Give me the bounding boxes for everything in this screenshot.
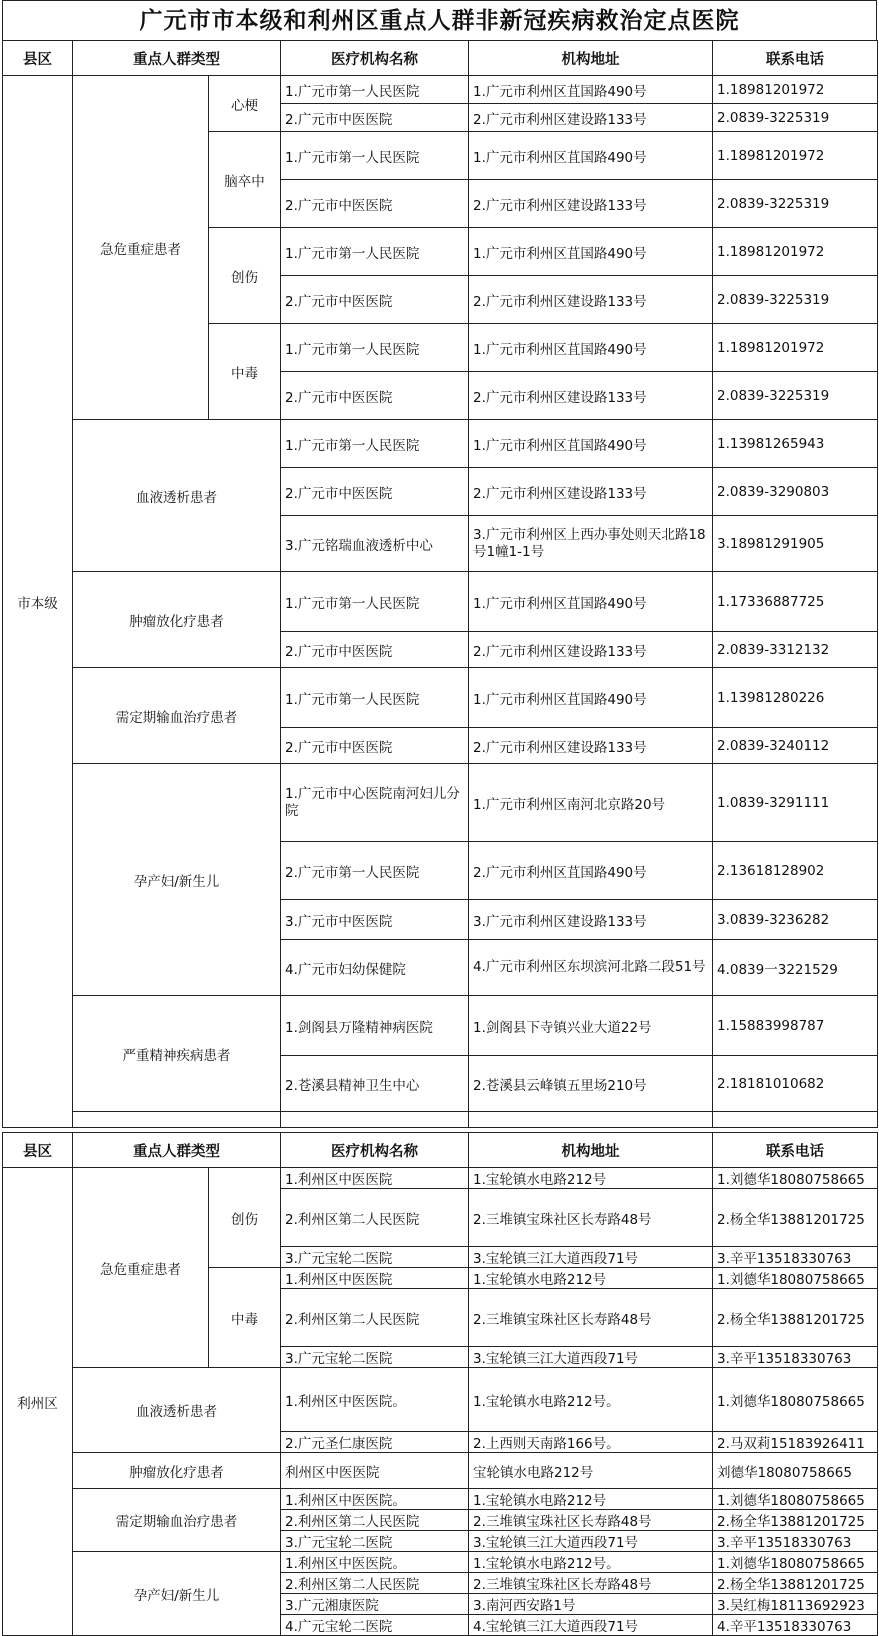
phone-cell: 3.18981291905: [713, 516, 878, 572]
org-cell: 2.利州区第二人民医院: [281, 1289, 469, 1347]
org-cell: 2.利州区第二人民医院: [281, 1189, 469, 1247]
org-cell: 利州区中医医院: [281, 1453, 469, 1489]
addr-cell: 1.广元市利州区苴国路490号: [469, 572, 713, 632]
addr-cell: 1.广元市利州区苴国路490号: [469, 324, 713, 372]
table-row: [3, 764, 878, 842]
phone-cell: 1.18981201972: [713, 132, 878, 180]
table-row: [3, 1489, 878, 1510]
phone-cell: 1.13981265943: [713, 420, 878, 468]
addr-cell: 4.广元市利州区东坝滨河北路二段51号: [469, 940, 713, 996]
addr-cell: 1.广元市利州区苴国路490号: [469, 132, 713, 180]
addr-cell: 1.剑阁县下寺镇兴业大道22号: [469, 996, 713, 1056]
header-county: 县区: [3, 1133, 73, 1168]
phone-cell: 1.15883998787: [713, 996, 878, 1056]
group-cell: 急危重症患者: [73, 76, 209, 420]
blank-cell: [469, 1112, 713, 1128]
phone-cell: 2.杨全华13881201725: [713, 1289, 878, 1347]
table-row: [3, 76, 878, 104]
group-cell: 需定期输血治疗患者: [73, 668, 281, 764]
org-cell: 2.广元市中医医院: [281, 180, 469, 228]
addr-cell: 1.宝轮镇水电路212号。: [469, 1368, 713, 1432]
org-cell: 1.剑阁县万隆精神病医院: [281, 996, 469, 1056]
addr-cell: 2.广元市利州区建设路133号: [469, 180, 713, 228]
phone-cell: 刘德华18080758665: [713, 1453, 878, 1489]
phone-cell: 2.0839-3240112: [713, 728, 878, 764]
org-cell: 3.广元宝轮二医院: [281, 1247, 469, 1268]
header-group: 重点人群类型: [73, 41, 281, 76]
addr-cell: 3.宝轮镇三江大道西段71号: [469, 1247, 713, 1268]
table-row: [3, 1453, 878, 1489]
phone-cell: 3.辛平13518330763: [713, 1247, 878, 1268]
blank-cell: [73, 1112, 281, 1128]
addr-cell: 2.广元市利州区建设路133号: [469, 632, 713, 668]
org-cell: 1.广元市第一人民医院: [281, 572, 469, 632]
blank-cell: [281, 1112, 469, 1128]
addr-cell: 3.广元市利州区建设路133号: [469, 900, 713, 940]
header-addr: 机构地址: [469, 41, 713, 76]
table-row: [3, 1368, 878, 1432]
org-cell: 2.苍溪县精神卫生中心: [281, 1056, 469, 1112]
addr-cell: 2.广元市利州区建设路133号: [469, 468, 713, 516]
org-cell: 2.广元市中医医院: [281, 104, 469, 132]
header-org: 医疗机构名称: [281, 1133, 469, 1168]
org-cell: 3.广元市中医医院: [281, 900, 469, 940]
addr-cell: 2.广元市利州区建设路133号: [469, 104, 713, 132]
phone-cell: 1.刘德华18080758665: [713, 1368, 878, 1432]
table-header-row: [3, 41, 878, 76]
addr-cell: 1.广元市利州区苴国路490号: [469, 668, 713, 728]
group-cell: 肿瘤放化疗患者: [73, 572, 281, 668]
group-cell: 孕产妇/新生儿: [73, 764, 281, 996]
phone-cell: 2.18181010682: [713, 1056, 878, 1112]
phone-cell: 4.0839一3221529: [713, 940, 878, 996]
phone-cell: 1.刘德华18080758665: [713, 1489, 878, 1510]
header-phone: 联系电话: [713, 1133, 878, 1168]
org-cell: 1.广元市中心医院南河妇儿分院: [281, 764, 469, 842]
phone-cell: 3.吴红梅18113692923: [713, 1594, 878, 1615]
org-cell: 1.广元市第一人民医院: [281, 76, 469, 104]
group-cell: 血液透析患者: [73, 420, 281, 572]
group-cell: 需定期输血治疗患者: [73, 1489, 281, 1552]
org-cell: 2.广元市中医医院: [281, 632, 469, 668]
blank-cell: [713, 1112, 878, 1128]
table-row: [3, 668, 878, 728]
org-cell: 2.利州区第二人民医院: [281, 1573, 469, 1594]
subgroup-cell: 创伤: [209, 1168, 281, 1268]
group-cell: 肿瘤放化疗患者: [73, 1453, 281, 1489]
phone-cell: 2.马双莉15183926411: [713, 1432, 878, 1453]
header-county: 县区: [3, 41, 73, 76]
addr-cell: 1.广元市利州区苴国路490号: [469, 228, 713, 276]
phone-cell: 2.0839-3225319: [713, 180, 878, 228]
header-group: 重点人群类型: [73, 1133, 281, 1168]
group-cell: 孕产妇/新生儿: [73, 1552, 281, 1636]
phone-cell: 1.刘德华18080758665: [713, 1268, 878, 1289]
table-row: [3, 1552, 878, 1573]
phone-cell: 2.0839-3225319: [713, 372, 878, 420]
org-cell: 2.广元市中医医院: [281, 372, 469, 420]
hospital-table: [2, 40, 878, 1128]
addr-cell: 4.宝轮镇三江大道西段71号: [469, 1615, 713, 1636]
phone-cell: 2.杨全华13881201725: [713, 1573, 878, 1594]
org-cell: 2.广元市中医医院: [281, 728, 469, 764]
addr-cell: 1.宝轮镇水电路212号。: [469, 1552, 713, 1573]
org-cell: 1.利州区中医医院: [281, 1268, 469, 1289]
county-cell: 市本级: [3, 76, 73, 1128]
addr-cell: 2.广元市利州区苴国路490号: [469, 842, 713, 900]
org-cell: 1.广元市第一人民医院: [281, 132, 469, 180]
table-row: [3, 572, 878, 632]
table-header-row: [3, 1133, 878, 1168]
group-cell: 急危重症患者: [73, 1168, 209, 1368]
addr-cell: 1.宝轮镇水电路212号: [469, 1489, 713, 1510]
table-row: [3, 1168, 878, 1189]
addr-cell: 2.上西则天南路166号。: [469, 1432, 713, 1453]
phone-cell: 3.辛平13518330763: [713, 1531, 878, 1552]
org-cell: 1.广元市第一人民医院: [281, 324, 469, 372]
phone-cell: 1.18981201972: [713, 228, 878, 276]
addr-cell: 3.宝轮镇三江大道西段71号: [469, 1347, 713, 1368]
addr-cell: 1.广元市利州区南河北京路20号: [469, 764, 713, 842]
addr-cell: 1.广元市利州区苴国路490号: [469, 420, 713, 468]
org-cell: 2.广元圣仁康医院: [281, 1432, 469, 1453]
org-cell: 3.广元湘康医院: [281, 1594, 469, 1615]
county-cell: 利州区: [3, 1168, 73, 1636]
org-cell: 2.广元市第一人民医院: [281, 842, 469, 900]
page-title: 广元市市本级和利州区重点人群非新冠疾病救治定点医院: [2, 0, 877, 40]
phone-cell: 3.辛平13518330763: [713, 1347, 878, 1368]
header-phone: 联系电话: [713, 41, 878, 76]
phone-cell: 2.13618128902: [713, 842, 878, 900]
addr-cell: 2.三堆镇宝珠社区长寿路48号: [469, 1189, 713, 1247]
org-cell: 2.广元市中医医院: [281, 468, 469, 516]
addr-cell: 3.广元市利州区上西办事处则天北路18号1幢1-1号: [469, 516, 713, 572]
subgroup-cell: 脑卒中: [209, 132, 281, 228]
addr-cell: 2.苍溪县云峰镇五里场210号: [469, 1056, 713, 1112]
phone-cell: 2.0839-3225319: [713, 276, 878, 324]
table-row: [3, 1112, 878, 1128]
addr-cell: 3.南河西安路1号: [469, 1594, 713, 1615]
addr-cell: 2.三堆镇宝珠社区长寿路48号: [469, 1510, 713, 1531]
org-cell: 1.利州区中医医院。: [281, 1368, 469, 1432]
addr-cell: 2.广元市利州区建设路133号: [469, 372, 713, 420]
org-cell: 1.广元市第一人民医院: [281, 228, 469, 276]
addr-cell: 宝轮镇水电路212号: [469, 1453, 713, 1489]
table-row: [3, 996, 878, 1056]
org-cell: 1.利州区中医医院: [281, 1168, 469, 1189]
phone-cell: 1.18981201972: [713, 76, 878, 104]
org-cell: 4.广元市妇幼保健院: [281, 940, 469, 996]
addr-cell: 2.广元市利州区建设路133号: [469, 276, 713, 324]
table-row: [3, 420, 878, 468]
addr-cell: 1.宝轮镇水电路212号: [469, 1268, 713, 1289]
phone-cell: 1.0839-3291111: [713, 764, 878, 842]
header-addr: 机构地址: [469, 1133, 713, 1168]
phone-cell: 2.0839-3225319: [713, 104, 878, 132]
org-cell: 2.广元市中医医院: [281, 276, 469, 324]
org-cell: 1.广元市第一人民医院: [281, 420, 469, 468]
liuzhou-table: [2, 1132, 878, 1636]
addr-cell: 1.宝轮镇水电路212号: [469, 1168, 713, 1189]
phone-cell: 2.杨全华13881201725: [713, 1189, 878, 1247]
org-cell: 1.广元市第一人民医院: [281, 668, 469, 728]
phone-cell: 1.刘德华18080758665: [713, 1552, 878, 1573]
addr-cell: 1.广元市利州区苴国路490号: [469, 76, 713, 104]
phone-cell: 3.0839-3236282: [713, 900, 878, 940]
subgroup-cell: 中毒: [209, 324, 281, 420]
subgroup-cell: 创伤: [209, 228, 281, 324]
group-cell: 严重精神疾病患者: [73, 996, 281, 1112]
org-cell: 4.广元宝轮二医院: [281, 1615, 469, 1636]
org-cell: 2.利州区第二人民医院: [281, 1510, 469, 1531]
header-org: 医疗机构名称: [281, 41, 469, 76]
org-cell: 3.广元宝轮二医院: [281, 1531, 469, 1552]
addr-cell: 2.广元市利州区建设路133号: [469, 728, 713, 764]
phone-cell: 1.17336887725: [713, 572, 878, 632]
group-cell: 血液透析患者: [73, 1368, 281, 1453]
org-cell: 3.广元宝轮二医院: [281, 1347, 469, 1368]
phone-cell: 1.13981280226: [713, 668, 878, 728]
phone-cell: 2.0839-3290803: [713, 468, 878, 516]
addr-cell: 3.宝轮镇三江大道西段71号: [469, 1531, 713, 1552]
phone-cell: 1.18981201972: [713, 324, 878, 372]
phone-cell: 2.0839-3312132: [713, 632, 878, 668]
addr-cell: 2.三堆镇宝珠社区长寿路48号: [469, 1289, 713, 1347]
subgroup-cell: 中毒: [209, 1268, 281, 1368]
org-cell: 1.利州区中医医院。: [281, 1552, 469, 1573]
phone-cell: 4.辛平13518330763: [713, 1615, 878, 1636]
org-cell: 1.利州区中医医院。: [281, 1489, 469, 1510]
org-cell: 3.广元铭瑞血液透析中心: [281, 516, 469, 572]
phone-cell: 2.杨全华13881201725: [713, 1510, 878, 1531]
addr-cell: 2.三堆镇宝珠社区长寿路48号: [469, 1573, 713, 1594]
subgroup-cell: 心梗: [209, 76, 281, 132]
phone-cell: 1.刘德华18080758665: [713, 1168, 878, 1189]
